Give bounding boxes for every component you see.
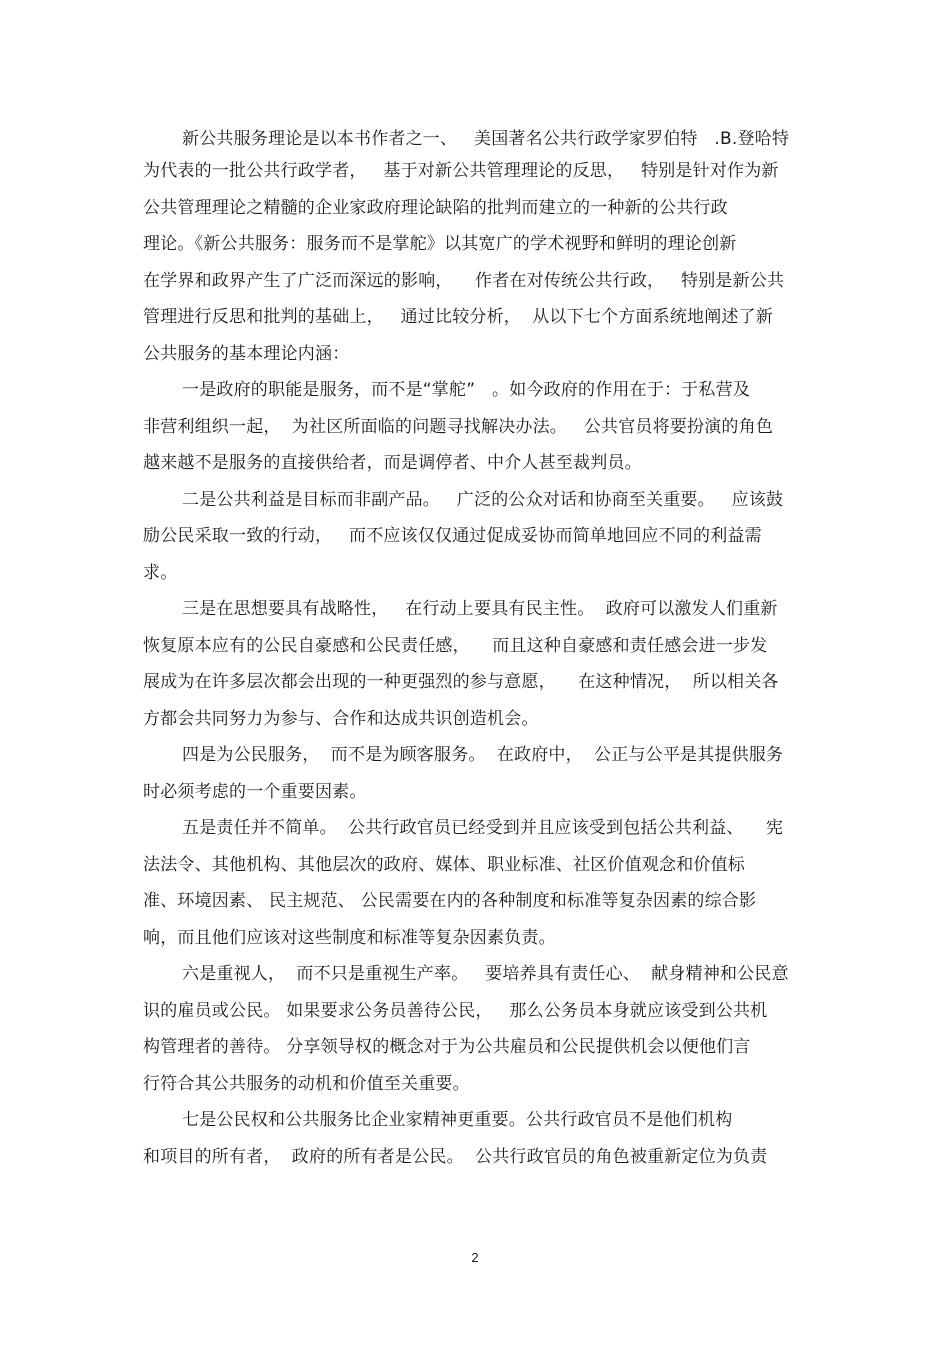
text-line: 恢复原本应有的公民自豪感和公民责任感， 而且这种自豪感和责任感会进一步发: [143, 636, 768, 656]
text-line: 和项目的所有者， 政府的所有者是公民。 公共行政官员的角色被重新定位为负责: [143, 1147, 768, 1167]
text-line: 一是政府的职能是服务，而不是“掌舵” 。如今政府的作用在于：于私营及: [182, 380, 751, 400]
text-line: 新公共服务理论是以本书作者之一、 美国著名公共行政学家罗伯特 .B.登哈特: [182, 129, 790, 149]
text-line: 公共服务的基本理论内涵：: [143, 344, 350, 364]
text-line: 非营利组织一起， 为社区所面临的问题寻找解决办法。 公共官员将要扮演的角色: [143, 417, 774, 437]
text-line: 励公民采取一致的行动， 而不应该仅仅通过促成妥协而简单地回应不同的利益需: [143, 526, 762, 546]
text-line: 公共管理理论之精髓的企业家政府理论缺陷的批判而建立的一种新的公共行政: [143, 198, 728, 218]
text-line: 三是在思想要具有战略性， 在行动上要具有民主性。 政府可以激发人们重新: [182, 599, 778, 619]
text-line: 响，而且他们应该对这些制度和标准等复杂因素负责。: [143, 928, 556, 948]
text-line: 五是责任并不简单。 公共行政官员已经受到并且应该受到包括公共利益、 宪: [182, 818, 784, 838]
text-line: 行符合其公共服务的动机和价值至关重要。: [143, 1074, 470, 1094]
text-line: 构管理者的善待。 分享领导权的概念对于为公共雇员和公民提供机会以便他们言: [143, 1037, 751, 1057]
text-line: 准、环境因素、 民主规范、 公民需要在内的各种制度和标准等复杂因素的综合影: [143, 891, 757, 911]
text-line: 展成为在许多层次都会出现的一种更强烈的参与意愿， 在这种情况， 所以相关各: [143, 672, 779, 692]
text-line: 七是公民权和公共服务比企业家精神更重要。公共行政官员不是他们机构: [182, 1110, 733, 1130]
text-line: 六是重视人， 而不只是重视生产率。 要培养具有责任心、 献身精神和公民意: [182, 964, 789, 984]
text-line: 为代表的一批公共行政学者， 基于对新公共管理理论的反思， 特别是针对作为新: [143, 161, 779, 181]
text-line: 四是为公民服务， 而不是为顾客服务。 在政府中， 公正与公平是其提供服务: [182, 745, 784, 765]
text-line: 时必须考虑的一个重要因素。: [143, 782, 367, 802]
text-line: 在学界和政界产生了广泛而深远的影响， 作者在对传统公共行政， 特别是新公共: [143, 271, 785, 291]
text-line: 二是公共利益是目标而非副产品。 广泛的公众对话和协商至关重要。 应该鼓: [182, 490, 784, 510]
text-line: 越来越不是服务的直接供给者，而是调停者、中介人甚至裁判员。: [143, 453, 642, 473]
text-line: 方都会共同努力为参与、合作和达成共识创造机会。: [143, 709, 539, 729]
text-line: 理论。《新公共服务：服务而不是掌舵》以其宽广的学术视野和鲜明的理论创新: [143, 234, 737, 254]
text-line: 求。: [143, 563, 178, 583]
text-line: 管理进行反思和批判的基础上， 通过比较分析， 从以下七个方面系统地阐述了新: [143, 307, 774, 327]
text-line: 法法令、其他机构、其他层次的政府、媒体、职业标准、社区价值观念和价值标: [143, 855, 745, 875]
text-line: 识的雇员或公民。 如果要求公务员善待公民， 那么公务员本身就应该受到公共机: [143, 1001, 768, 1021]
page-number: 2: [471, 1250, 479, 1265]
